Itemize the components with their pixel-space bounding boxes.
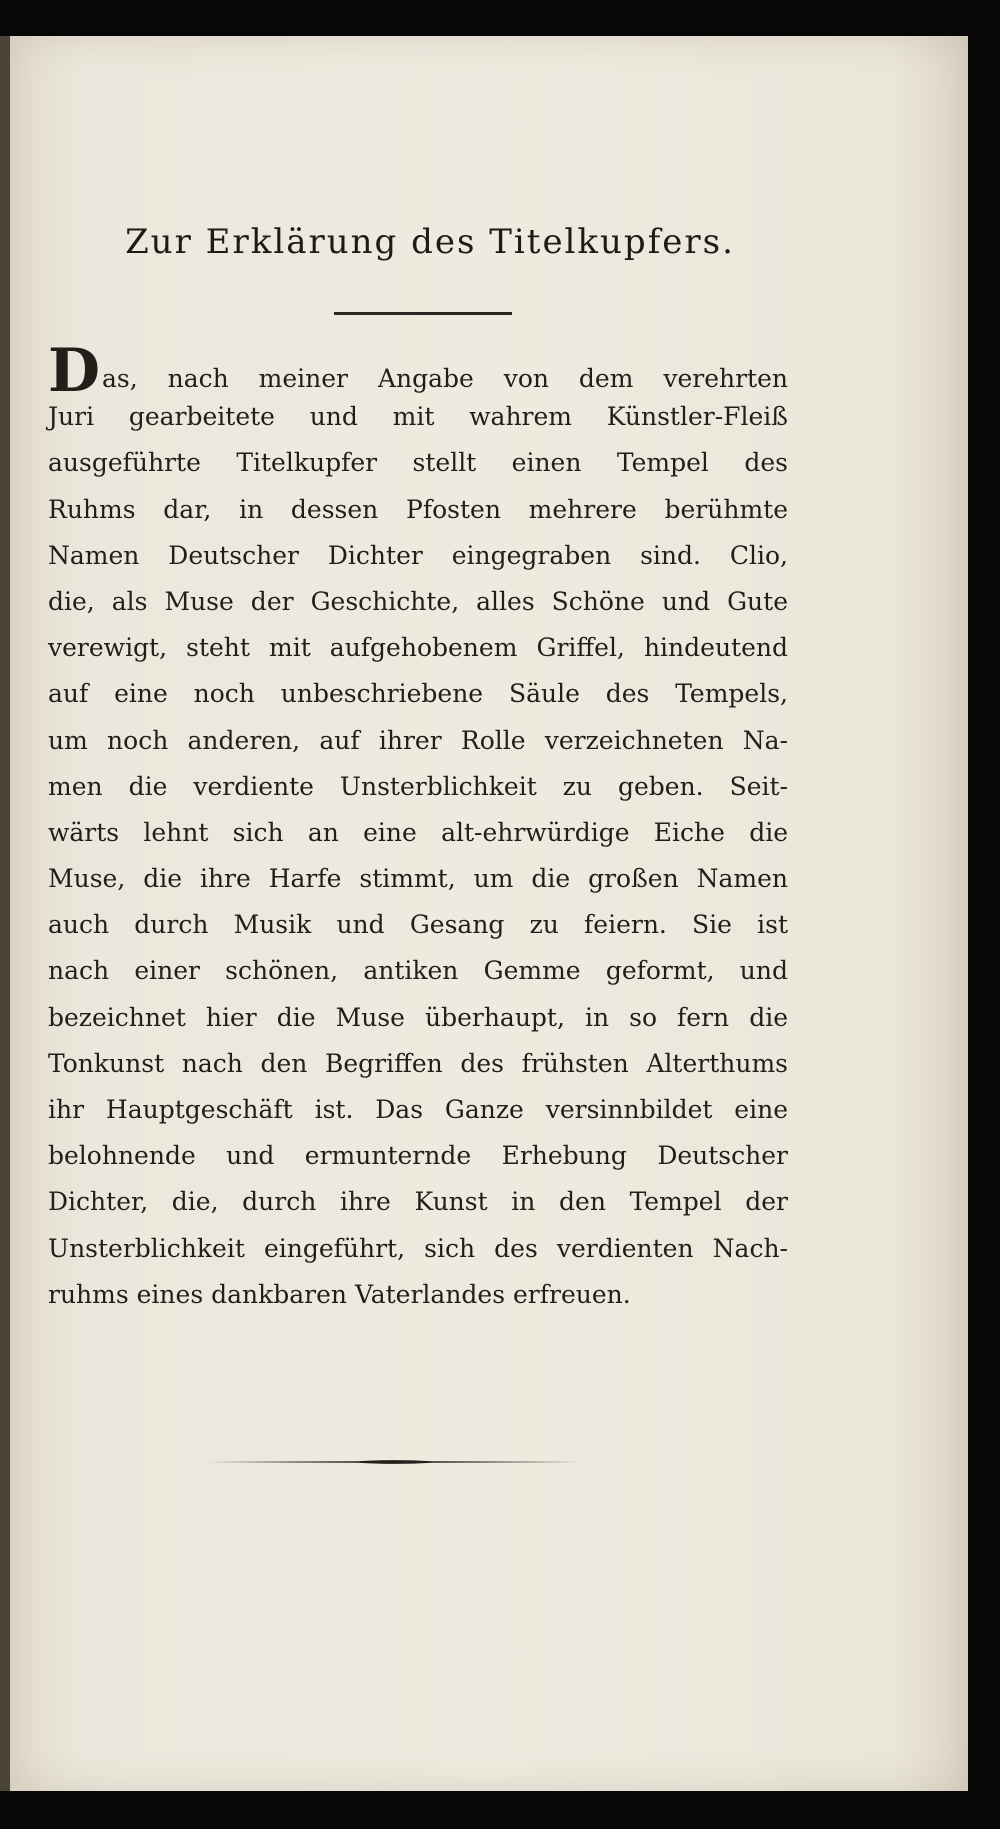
- text-line: auch durch Musik und Gesang zu feiern. Sie ist: [48, 910, 788, 940]
- text-line: Ruhms dar, in dessen Pfosten mehrere berühmte: [48, 494, 788, 524]
- text-line: verewigt, steht mit aufgehobenem Griffel, hindeutend: [48, 633, 788, 663]
- text-line: Juri gearbeitete und mit wahrem Künstler-Fleiß: [48, 402, 788, 432]
- title-divider: [334, 312, 512, 315]
- text-line: bezeichnet hier die Muse überhaupt, in so fern die: [48, 1002, 788, 1032]
- page-title: Zur Erklärung des Titelkupfers.: [125, 222, 735, 262]
- text-line: Muse, die ihre Harfe stimmt, um die großen Namen: [48, 864, 788, 894]
- end-ornament-rule: [208, 1458, 582, 1466]
- text-line: ruhms eines dankbaren Vaterlandes erfreuen.: [48, 1279, 631, 1309]
- text-line: Unsterblichkeit eingeführt, sich des verdienten Nach-: [48, 1233, 788, 1263]
- text-line: ihr Hauptgeschäft ist. Das Ganze versinnbildet eine: [48, 1095, 788, 1124]
- text-line: um noch anderen, auf ihrer Rolle verzeichneten Na-: [48, 725, 788, 755]
- text-line: ausgeführte Titelkupfer stellt einen Tempel des: [48, 448, 788, 478]
- text-line: Dichter, die, durch ihre Kunst in den Tempel der: [48, 1187, 788, 1217]
- text-line: Namen Deutscher Dichter eingegraben sind. Clio,: [48, 540, 788, 570]
- text-line: Das, nach meiner Angabe von dem verehrten: [48, 336, 788, 406]
- text-line: nach einer schönen, antiken Gemme geformt, und: [48, 956, 788, 986]
- text-line: die, als Muse der Geschichte, alles Schöne und Gute: [48, 586, 788, 616]
- text-line: auf eine noch unbeschriebene Säule des Tempels,: [48, 679, 788, 709]
- page-binding-edge: [0, 36, 10, 1791]
- text-line: belohnende und ermunternde Erhebung Deutscher: [48, 1141, 788, 1171]
- drop-capital: D: [48, 336, 101, 406]
- body-text: [48, 336, 788, 1318]
- text-line: men die verdiente Unsterblichkeit zu geben. Seit-: [48, 771, 788, 801]
- text-line: wärts lehnt sich an eine alt-ehrwürdige Eiche die: [48, 817, 788, 847]
- text-line: Tonkunst nach den Begriffen des frühsten Alterthums: [48, 1048, 788, 1078]
